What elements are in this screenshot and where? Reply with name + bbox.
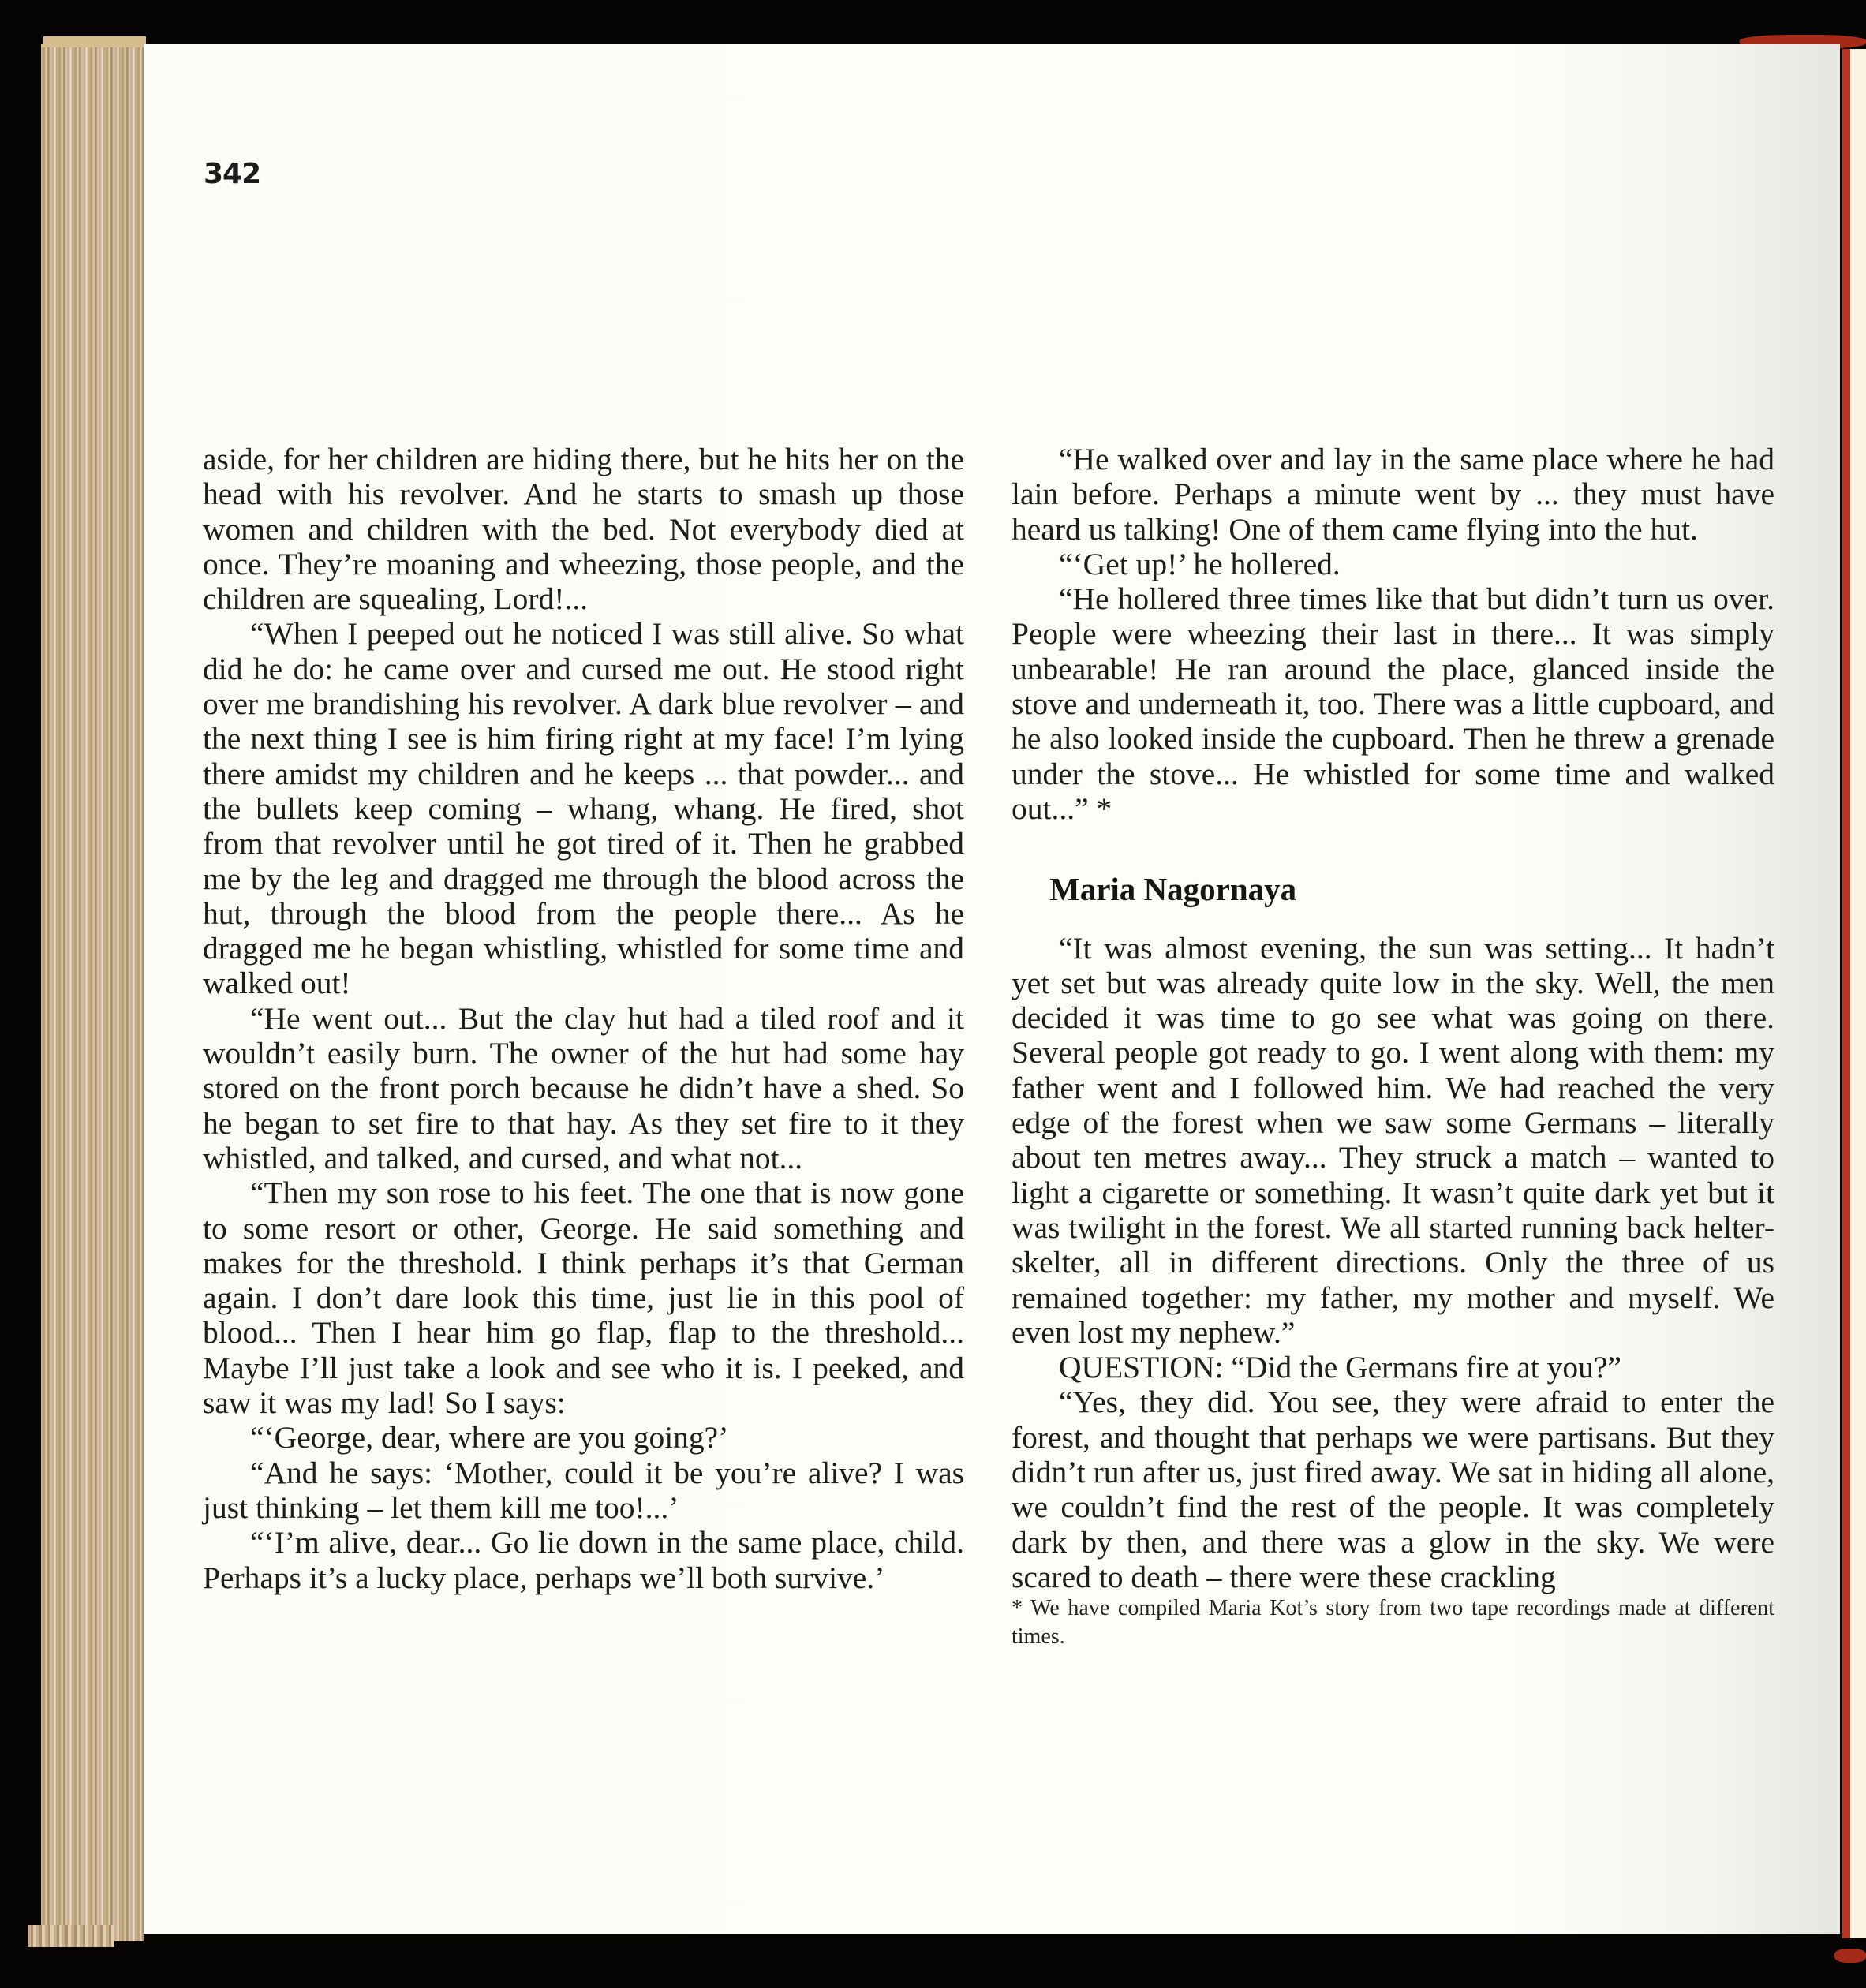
paragraph: aside, for her children are hiding there, but he hits her on the head with his revolver. And he starts to smash up those women and children with the bed. Not everybody died at once. They’re moaning and wheezing, those people, and the children are squealing, Lord!...: [203, 442, 964, 617]
paragraph: “Then my son rose to his feet. The one that is now gone to some resort or other, George. He said something and makes for the threshold. I think perhaps it’s that German again. I don’t dare look this time, just lie in this pool of blood... Then I hear him go flap, flap to the threshold... Maybe I’ll just take a look and see who it is. I peeked, and saw it was my lad! So I says:: [203, 1175, 964, 1421]
section-heading: Maria Nagornaya: [1049, 871, 1297, 908]
book-gutter: [1842, 49, 1850, 1938]
footnote: * We have compiled Maria Kot’s story from two tape recordings made at different times.: [1012, 1596, 1774, 1650]
left-column: [203, 442, 964, 1595]
page-number: 342: [204, 158, 261, 190]
paragraph: “He went out... But the clay hut had a tiled roof and it wouldn’t easily burn. The owner of the hut had some hay stored on the front porch because he didn’t have a shed. So he began to set fire to that hay. As they set fire to it they whistled, and talked, and cursed, and what not...: [203, 1000, 964, 1175]
paragraph: “‘I’m alive, dear... Go lie down in the same place, child. Perhaps it’s a lucky place, perhaps we’ll both survive.’: [203, 1525, 964, 1595]
paragraph: “He walked over and lay in the same place where he had lain before. Perhaps a minute went by ... they must have heard us talking! One of them came flying into the hut.: [1012, 442, 1774, 547]
paragraph: “It was almost evening, the sun was setting... It hadn’t yet set but was already quite low in the sky. Well, the men decided it was time to go see what was going on there. Several people got ready to go. I went along with them: my father went and I followed him. We had reached the very edge of the forest when we saw some Germans – literally about ten metres away... They struck a match – wanted to light a cigarette or something. It wasn’t quite dark yet but it was twilight in the forest. We all started running back helter-skelter, all in different directions. Only the three of us remained together: my father, my mother and myself. We even lost my nephew.”: [1012, 930, 1774, 1350]
paragraph: “Yes, they did. You see, they were afraid to enter the forest, and thought that perhaps we were partisans. But they didn’t run after us, just fired away. We sat in hiding all alone, we couldn’t find the rest of the people. It was completely dark by then, and there was a glow in the sky. We were scared to death – there were these crackling: [1012, 1384, 1774, 1594]
book-page-edges-bottom: [28, 1925, 114, 1947]
book-binding-bottom: [1834, 1949, 1866, 1963]
paragraph: “When I peeped out he noticed I was still alive. So what did he do: he came over and cursed me out. He stood right over me brandishing his revolver. A dark blue revolver – and the next thing I see is him firing right at my face! I’m lying there amidst my children and he keeps ... that powder... and the bullets keep coming – whang, whang. He fired, shot from that revolver until he got tired of it. Then he grabbed me by the leg and dragged me through the blood across the hut, through the blood from the people there... As he dragged me he began whistling, whistled for some time and walked out!: [203, 616, 964, 1001]
right-column: [1012, 442, 1774, 1651]
paragraph: “And he says: ‘Mother, could it be you’re alive? I was just thinking – let them kill me too!...’: [203, 1455, 964, 1525]
facing-page-edge: [1850, 49, 1866, 1938]
paragraph: “‘Get up!’ he hollered.: [1059, 546, 1341, 581]
paragraph: “‘George, dear, where are you going?’: [250, 1420, 729, 1456]
paragraph: “He hollered three times like that but didn’t turn us over. People were wheezing their last in there... It was simply unbearable! He ran around the place, glanced inside the stove and underneath it, too. There was a little cupboard, and he also looked inside the cupboard. Then he threw a grenade under the stove... He whistled for some time and walked out...” *: [1012, 581, 1774, 826]
paragraph: QUESTION: “Did the Germans fire at you?”: [1059, 1350, 1621, 1385]
book-page-edges: [41, 44, 144, 1941]
